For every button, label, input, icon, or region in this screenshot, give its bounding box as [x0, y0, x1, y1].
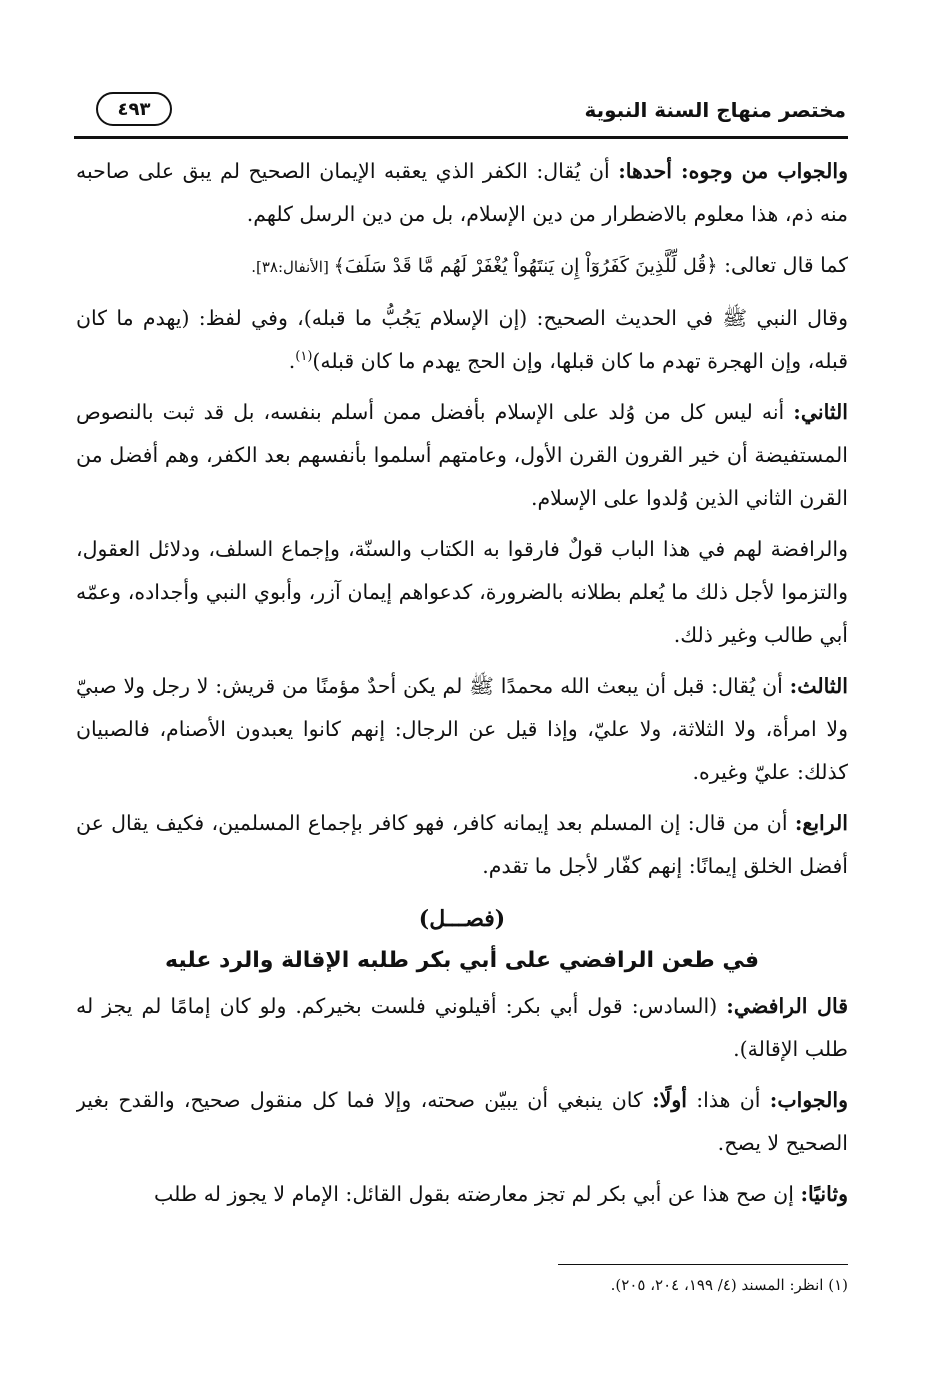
paragraph-third: [76, 665, 848, 794]
paragraph-reply-first: [76, 1079, 848, 1165]
paragraph-text: أن يُقال: الكفر الذي يعقبه الإيمان الصحيح لم يبق على صاحبه منه ذم، هذا معلوم بالاضطرار من دين الإسلام، بل من دين الرسل كلهم.: [76, 159, 848, 226]
header-divider: [74, 136, 848, 139]
paragraph-answer-first: [76, 150, 848, 236]
paragraph-reply-second: [76, 1173, 848, 1216]
paragraph-lead: قال الرافضي:: [726, 994, 848, 1018]
paragraph-lead: الثالث:: [789, 674, 848, 698]
paragraph-text: أنه ليس كل من وُلد على الإسلام بأفضل ممن أسلم بنفسه، بل قد ثبت بالنصوص المستفيضة أن خير القرون القرن الأول، وعامتهم أسلموا بأنفسهم بعد الكفر، وهم أفضل من القرن الثاني الذين وُلدوا على الإسلام.: [76, 400, 848, 510]
paragraph-text-secondary: كان ينبغي أن يبيّن صحته، وإلا فما كل منقول صحيح، والقدح بغير الصحيح لا يصح.: [76, 1088, 848, 1155]
paragraph-rafida: [76, 528, 848, 657]
page-header: [76, 92, 846, 132]
section-label: (فصـــل): [418, 906, 506, 932]
section-heading: [76, 900, 848, 939]
paragraph-second: [76, 391, 848, 520]
paragraph-lead-secondary: أولًا:: [652, 1088, 687, 1112]
footnote: (١) انظر: المسند (٤/ ١٩٩، ٢٠٤، ٢٠٥).: [610, 1276, 848, 1294]
paragraph-quran-verse: [76, 244, 848, 289]
paragraph-text: أن من قال: إن المسلم بعد إيمانه كافر، فهو كافر بإجماع المسلمين، فكيف يقال عن أفضل الخلق إيمانًا: إنهم كفّار لأجل ما تقدم.: [76, 811, 848, 878]
page-number-badge: [96, 92, 172, 126]
paragraph-lead: الرابع:: [794, 811, 848, 835]
paragraph-hadith: [76, 297, 848, 383]
paragraph-text: أن هذا:: [686, 1088, 770, 1112]
main-text: [76, 150, 848, 1230]
paragraph-text-end: .: [288, 349, 296, 373]
paragraph-lead: الثاني:: [793, 400, 848, 424]
paragraph-lead: والجواب من وجوه: أحدها:: [618, 159, 848, 183]
paragraph-text: والرافضة لهم في هذا الباب قولٌ فارقوا به الكتاب والسنّة، وإجماع السلف، ودلائل العقول، والتزموا لأجل ذلك ما يُعلم بطلانه بالضرورة، كدعواهم إيمان آزر، وأبوي النبي وأجداده، وعمّه أبي طالب وغير ذلك.: [76, 537, 848, 647]
quran-verse: ﴿قُل لِّلَّذِينَ كَفَرُوٓاْ إِن يَنتَهُواْ يُغْفَرْ لَهُم مَّا قَدْ سَلَفَ﴾: [333, 255, 718, 277]
paragraph-text: إن صح هذا عن أبي بكر لم تجز معارضته بقول القائل: الإمام لا يجوز له طلب: [153, 1182, 801, 1206]
paragraph-fourth: [76, 802, 848, 888]
book-title: مختصر منهاج السنة النبوية: [584, 98, 846, 122]
paragraph-rafidi-claim: [76, 985, 848, 1071]
paragraph-text: (السادس: قول أبي بكر: أقيلوني فلست بخيركم. ولو كان إمامًا لم يجز له طلب الإقالة).: [76, 994, 848, 1061]
footnote-divider: [558, 1264, 848, 1265]
paragraph-text: وقال النبي ﷺ في الحديث الصحيح: (إن الإسلام يَجُبُّ ما قبله)، وفي لفظ: (يهدم ما كان قبله، وإن الهجرة تهدم ما كان قبلها، وإن الحج يهدم ما كان قبله): [76, 306, 848, 373]
page-number: ٤٩٣: [117, 98, 151, 120]
section-title: في طعن الرافضي على أبي بكر طلبه الإقالة والرد عليه: [165, 948, 759, 973]
footnote-marker: (١): [295, 349, 313, 365]
verse-reference: [الأنفال:٣٨].: [251, 258, 334, 276]
paragraph-lead: والجواب:: [769, 1088, 848, 1112]
paragraph-lead: وثانيًا:: [800, 1182, 848, 1206]
paragraph-text: أن يُقال: قبل أن يبعث الله محمدًا ﷺ لم يكن أحدٌ مؤمنًا من قريش: لا رجل ولا صبيّ ولا امرأة، ولا الثلاثة، ولا عليّ، وإذا قيل عن الرجال: إنهم كانوا يعبدون الأصنام، فالصبيان كذلك: عليّ وغيره.: [76, 674, 848, 784]
paragraph-text: كما قال تعالى:: [717, 253, 848, 277]
